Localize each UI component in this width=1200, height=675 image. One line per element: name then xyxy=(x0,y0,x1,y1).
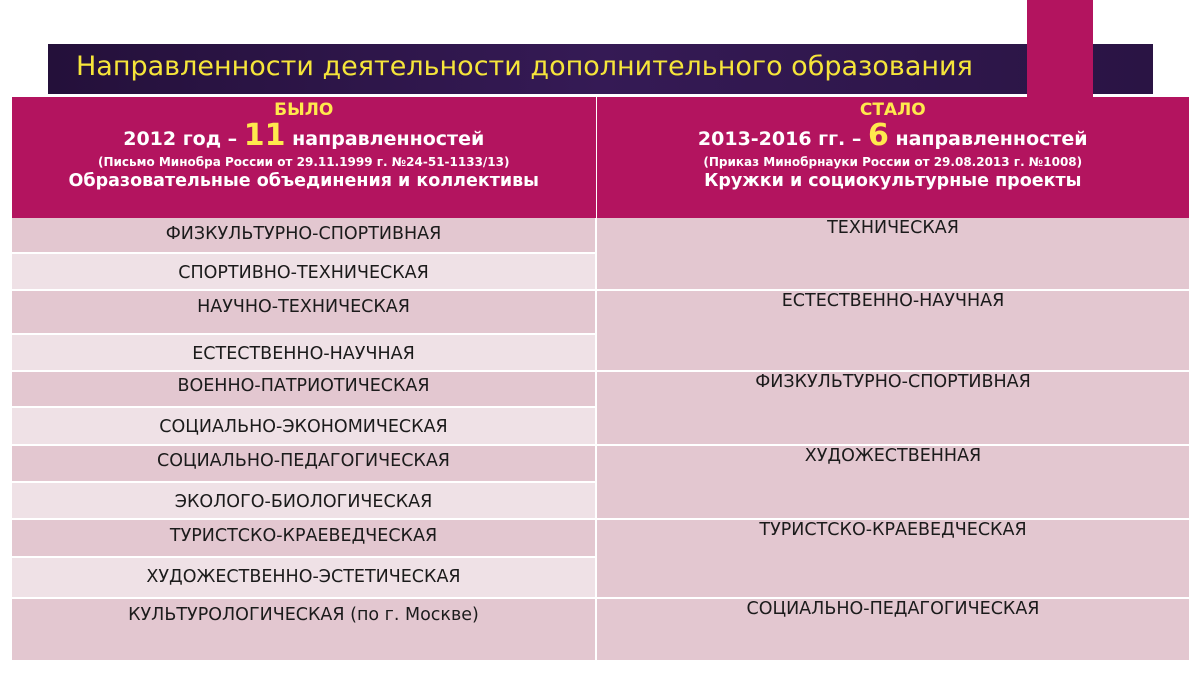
table-cell: ТУРИСТСКО-КРАЕВЕДЧЕСКАЯ xyxy=(596,519,1189,598)
table-cell: СОЦИАЛЬНО-ПЕДАГОГИЧЕСКАЯ xyxy=(596,598,1189,661)
column-header-after xyxy=(596,97,1189,218)
table-cell: СПОРТИВНО-ТЕХНИЧЕСКАЯ xyxy=(12,253,596,290)
table-cell: ХУДОЖЕСТВЕННО-ЭСТЕТИЧЕСКАЯ xyxy=(12,557,596,598)
column-subtitle: Кружки и социокультурные проекты xyxy=(704,171,1082,191)
table-cell: ЕСТЕСТВЕННО-НАУЧНАЯ xyxy=(12,334,596,371)
directions-count: 2012 год – 11 направленностей xyxy=(123,118,485,153)
page-title: Направленности деятельности дополнительного образования xyxy=(76,51,973,82)
table-cell: ФИЗКУЛЬТУРНО-СПОРТИВНАЯ xyxy=(12,218,596,253)
table-cell: НАУЧНО-ТЕХНИЧЕСКАЯ xyxy=(12,290,596,334)
accent-bar xyxy=(1027,0,1093,98)
table-cell: ТЕХНИЧЕСКАЯ xyxy=(596,218,1189,290)
source-document: (Письмо Минобра России от 29.11.1999 г. №24-51-1133/13) xyxy=(98,155,510,169)
table-cell: ХУДОЖЕСТВЕННАЯ xyxy=(596,445,1189,519)
source-document: (Приказ Минобрнауки России от 29.08.2013 г. №1008) xyxy=(703,155,1083,169)
table-cell: ТУРИСТСКО-КРАЕВЕДЧЕСКАЯ xyxy=(12,519,596,557)
table-cell: СОЦИАЛЬНО-ПЕДАГОГИЧЕСКАЯ xyxy=(12,445,596,482)
table-cell: СОЦИАЛЬНО-ЭКОНОМИЧЕСКАЯ xyxy=(12,407,596,445)
table-cell: ФИЗКУЛЬТУРНО-СПОРТИВНАЯ xyxy=(596,371,1189,445)
column-header-before xyxy=(12,97,596,218)
title-bar xyxy=(48,44,1153,94)
table-cell: КУЛЬТУРОЛОГИЧЕСКАЯ (по г. Москве) xyxy=(12,598,596,661)
directions-count: 2013-2016 гг. – 6 направленностей xyxy=(697,118,1088,153)
table-cell: ВОЕННО-ПАТРИОТИЧЕСКАЯ xyxy=(12,371,596,407)
column-label: БЫЛО xyxy=(274,100,334,120)
table-cell: ЭКОЛОГО-БИОЛОГИЧЕСКАЯ xyxy=(12,482,596,519)
column-label: СТАЛО xyxy=(859,100,926,120)
column-subtitle: Образовательные объединения и коллективы xyxy=(68,171,540,191)
comparison-table xyxy=(12,97,1189,662)
table-cell: ЕСТЕСТВЕННО-НАУЧНАЯ xyxy=(596,290,1189,371)
